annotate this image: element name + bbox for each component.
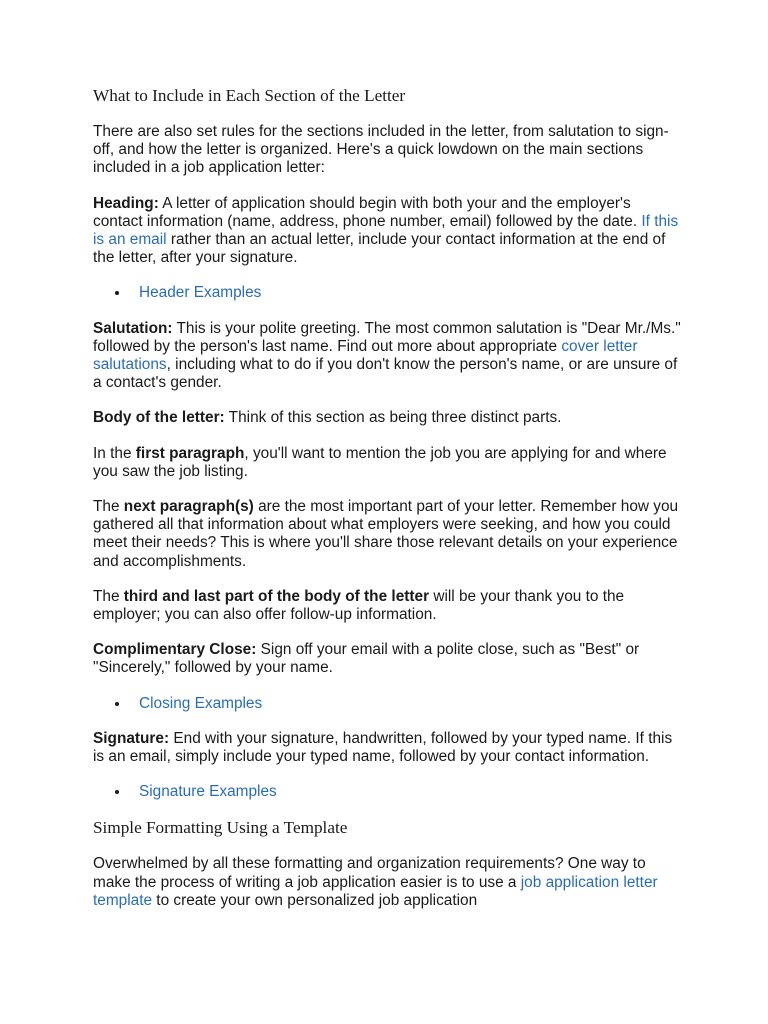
template-heading: Simple Formatting Using a Template [93,818,348,838]
next-prefix: The [93,498,124,516]
template-text-after: to create your own personalized job application [152,891,478,909]
signature-paragraph [93,730,683,766]
template-link[interactable]: job application letter template [93,873,658,909]
heading-text-before: A letter of application should begin with both your and the employer's contact information (name, address, phone number, email) followed by the date. [93,194,642,230]
bullet-icon [115,790,119,794]
bullet-item-closing [93,695,683,713]
bullet-icon [115,702,119,706]
signature-examples-link[interactable]: Signature Examples [139,783,277,801]
salutation-text-before: This is your polite greeting. The most common salutation is "Dear Mr./Ms." followed by the person's last name. Find out more about appropriate [93,319,681,355]
close-label: Complimentary Close: [93,641,257,659]
bullet-item-header [93,284,683,302]
salutation-label: Salutation: [93,319,173,337]
email-link[interactable]: If this is an email [93,212,679,249]
template-text-before: Overwhelmed by all these formatting and organization requirements? One way to make the process of writing a job application easier is to use a [93,855,646,891]
third-prefix: The [93,587,124,605]
section-heading: What to Include in Each Section of the Letter [93,86,406,105]
bullet-icon [115,291,119,295]
body-label: Body of the letter: [93,409,225,427]
close-paragraph [93,641,683,677]
heading-paragraph [93,195,683,268]
header-examples-link[interactable]: Header Examples [139,284,262,302]
body-paragraph [93,409,683,427]
next-paragraph [93,498,683,571]
third-text: will be your thank you to the employer; you can also offer follow-up information. [93,587,625,624]
signature-text: End with your signature, handwritten, followed by your typed name. If this is an email, simply include your typed name, followed by your contact information. [93,729,673,766]
first-text: , you'll want to mention the job you are applying for and where you saw the job listing. [93,444,667,480]
salutation-text-after: , including what to do if you don't know the person's name, or are unsure of a contact's gender. [93,356,678,392]
intro-paragraph: There are also set rules for the sections included in the letter, from salutation to sign-off, and how the letter is organized. Here's a quick lowdown on the main sections included in a job application letter: [93,123,669,177]
document-content [93,86,683,910]
template-paragraph [93,855,683,910]
first-prefix: In the [93,444,136,462]
heading-label: Heading: [93,194,159,212]
first-paragraph [93,445,683,481]
close-text: Sign off your email with a polite close, such as "Best" or "Sincerely," followed by your name. [93,641,640,677]
closing-examples-link[interactable]: Closing Examples [139,694,263,712]
next-bold: next paragraph(s) [123,498,254,516]
bullet-item-signature [93,783,683,801]
heading-text-after: rather than an actual letter, include your contact information at the end of the letter, after your signature. [93,231,666,267]
body-text: Think of this section as being three distinct parts. [224,409,562,427]
next-text: are the most important part of your letter. Remember how you gathered all that information about what employers were seeking, and how you could meet their needs? This is where you'll share those relevant details on your experience and accomplishments. [93,498,679,570]
signature-label: Signature: [93,729,170,747]
salutation-paragraph [93,320,683,393]
cover-letter-salutations-link[interactable]: cover letter salutations [93,337,638,374]
first-bold: first paragraph [135,444,245,462]
third-bold: third and last part of the body of the letter [123,587,430,605]
third-paragraph [93,588,683,624]
